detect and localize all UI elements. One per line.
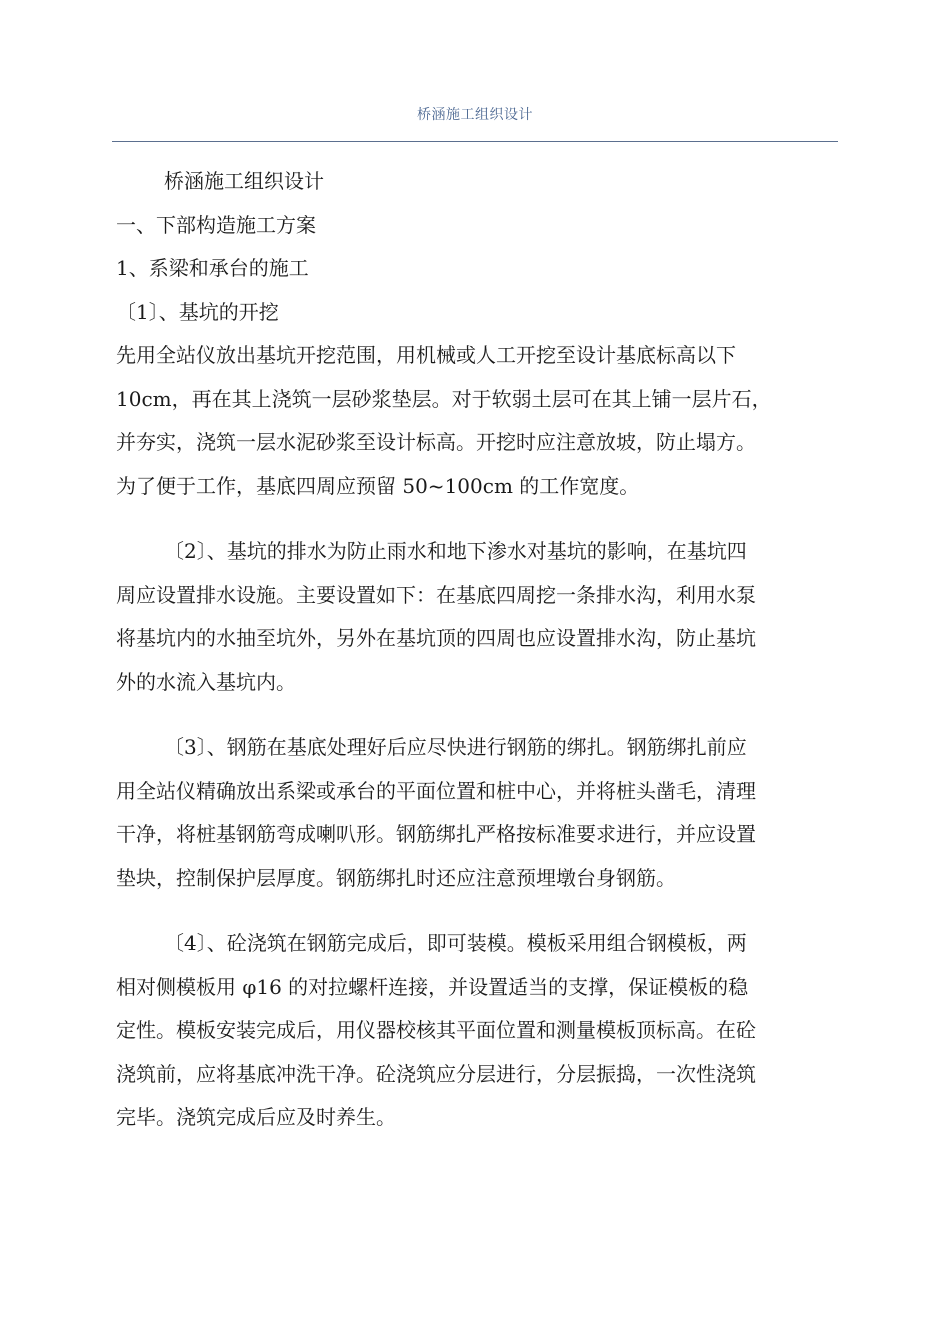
paragraph-line: 周应设置排水设施。主要设置如下：在基底四周挖一条排水沟，利用水泵: [116, 582, 756, 607]
paragraph-line: 〔4〕、砼浇筑在钢筋完成后，即可装模。模板采用组合钢模板，两: [164, 931, 747, 955]
paragraph-drainage: [116, 530, 836, 704]
header-divider: [112, 141, 838, 142]
paragraph-line: 并夯实，浇筑一层水泥砂浆至设计标高。开挖时应注意放坡，防止塌方。: [116, 430, 756, 454]
running-header: 桥涵施工组织设计: [417, 107, 533, 123]
section-heading: 一、下部构造施工方案: [116, 212, 316, 237]
paragraph-concrete: [116, 922, 836, 1140]
paragraph-line: 用全站仪精确放出系梁或承台的平面位置和桩中心，并将桩头凿毛，清理: [116, 778, 756, 803]
item-heading: 〔1〕、基坑的开挖: [116, 299, 279, 324]
paragraph-line: 〔3〕、钢筋在基底处理好后应尽快进行钢筋的绑扎。钢筋绑扎前应: [164, 735, 747, 759]
document-title: 桥涵施工组织设计: [164, 169, 324, 193]
paragraph-line: 先用全站仪放出基坑开挖范围，用机械或人工开挖至设计基底标高以下: [116, 343, 736, 367]
paragraph-line: 浇筑前，应将基底冲洗干净。砼浇筑应分层进行，分层振捣，一次性浇筑: [116, 1061, 756, 1086]
paragraph-line: 外的水流入基坑内。: [116, 669, 296, 694]
document-body: [116, 160, 836, 1140]
paragraph-excavation: [116, 334, 836, 508]
paragraph-line: 10cm，再在其上浇筑一层砂浆垫层。对于软弱土层可在其上铺一层片石，: [116, 386, 772, 411]
paragraph-line: 垫块，控制保护层厚度。钢筋绑扎时还应注意预埋墩台身钢筋。: [116, 865, 676, 890]
paragraph-line: 将基坑内的水抽至坑外，另外在基坑顶的四周也应设置排水沟，防止基坑: [116, 626, 756, 650]
subsection-heading: 1、系梁和承台的施工: [116, 256, 309, 280]
paragraph-line: 相对侧模板用 φ16 的对拉螺杆连接，并设置适当的支撑，保证模板的稳: [116, 974, 749, 999]
paragraph-line: 完毕。浇筑完成后应及时养生。: [116, 1105, 396, 1129]
paragraph-line: 为了便于工作，基底四周应预留 50~100cm 的工作宽度。: [116, 473, 640, 498]
paragraph-line: 定性。模板安装完成后，用仪器校核其平面位置和测量模板顶标高。在砼: [116, 1018, 756, 1042]
paragraph-line: 干净，将桩基钢筋弯成喇叭形。钢筋绑扎严格按标准要求进行，并应设置: [116, 822, 756, 846]
paragraph-line: 〔2〕、基坑的排水为防止雨水和地下渗水对基坑的影响，在基坑四: [164, 539, 747, 563]
paragraph-rebar: [116, 726, 836, 900]
